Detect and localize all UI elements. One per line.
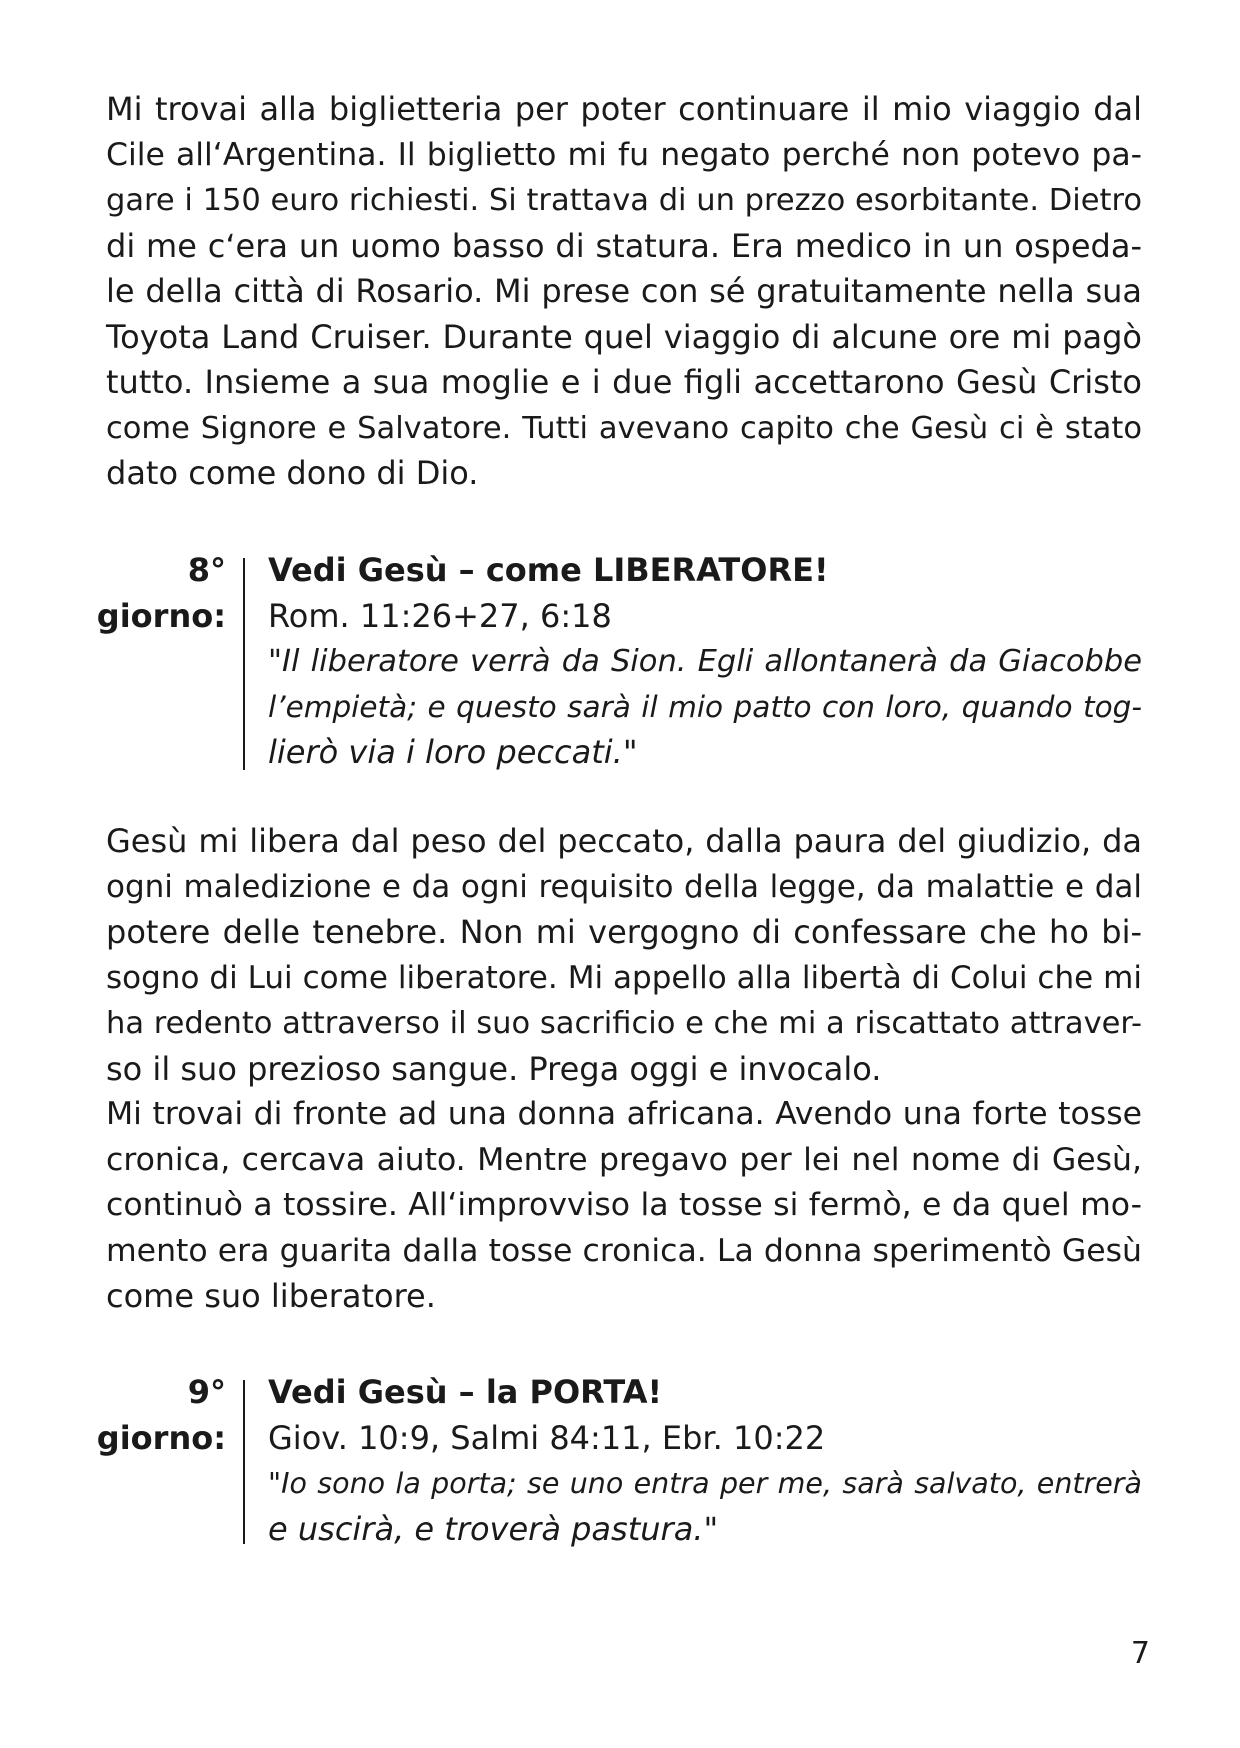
day-8-vertical-rule <box>243 558 245 770</box>
text-line: mento era guarita dalla tosse cronica. La donna sperimentò Gesù <box>106 1232 1142 1269</box>
text-line: Gesù mi libera dal peso del peccato, dalla paura del giudizio, da <box>106 822 1142 860</box>
day-9-giorno: giorno: <box>96 1418 226 1457</box>
day-8-giorno: giorno: <box>96 596 226 635</box>
text-line: potere delle tenebre. Non mi vergogno di confessare che ho bi- <box>106 913 1142 951</box>
day-9-quote-line: e uscirà, e troverà pastura." <box>268 1509 719 1548</box>
text-line: sogno di Lui come liberatore. Mi appello alla libertà di Colui che mi <box>106 959 1142 996</box>
text-line: Mi trovai alla biglietteria per poter continuare il mio viaggio dal <box>106 90 1142 128</box>
paragraph-liberator <box>106 819 1142 1092</box>
day-8-quote-line: "Il liberatore verrà da Sion. Egli allontanerà da Giacobbe <box>268 644 1142 679</box>
text-line: continuò a tossire. All‘improvviso la tosse si fermò, e da quel mo- <box>106 1187 1142 1223</box>
page-number: 7 <box>1130 1636 1150 1671</box>
day-8-body <box>268 548 1142 776</box>
paragraph-african-woman <box>106 1092 1142 1320</box>
text-line: ha redento attraverso il suo sacrificio e che mi a riscattato attraver- <box>106 1006 1142 1041</box>
text-line: le della città di Rosario. Mi prese con sé gratuitamente nella sua <box>106 272 1142 310</box>
paragraph-ticket-office <box>106 87 1142 497</box>
text-line: ogni maledizione e da ogni requisito della legge, da malattie e dal <box>106 868 1142 905</box>
text-line: come suo liberatore. <box>106 1277 436 1315</box>
day-8-number: 8° <box>187 551 226 589</box>
text-line: Toyota Land Cruiser. Durante quel viaggio di alcune ore mi pagò <box>106 317 1142 356</box>
day-8-quote-line: l’empietà; e questo sarà il mio patto con loro, quando tog- <box>268 689 1142 724</box>
text-line: so il suo prezioso sangue. Prega oggi e invocalo. <box>106 1049 882 1088</box>
text-line: come Signore e Salvatore. Tutti avevano capito che Gesù ci è stato <box>106 410 1142 446</box>
day-8-reference: Rom. 11:26+27, 6:18 <box>268 596 612 635</box>
day-9-reference: Giov. 10:9, Salmi 84:11, Ebr. 10:22 <box>268 1418 826 1457</box>
text-line: dato come dono di Dio. <box>106 454 479 492</box>
text-line: di me c‘era un uomo basso di statura. Era medico in un ospeda- <box>106 226 1142 265</box>
day-9-title: Vedi Gesù – la PORTA! <box>268 1373 663 1411</box>
text-line: Cile all‘Argentina. Il biglietto mi fu negato perché non potevo pa- <box>106 136 1142 173</box>
day-8-quote-line: lierò via i loro peccati." <box>268 733 638 771</box>
text-line: cronica, cercava aiuto. Mentre pregavo per lei nel nome di Gesù, <box>106 1141 1142 1178</box>
day-9-number: 9° <box>187 1373 226 1411</box>
day-9-quote-line: "Io sono la porta; se uno entra per me, sarà salvato, entrerà <box>268 1467 1142 1500</box>
day-9-label <box>80 1370 226 1461</box>
text-line: tutto. Insieme a sua moglie e i due figli accettarono Gesù Cristo <box>106 363 1142 401</box>
day-9-vertical-rule <box>243 1380 245 1544</box>
day-9-body <box>268 1370 1142 1552</box>
text-line: gare i 150 euro richiesti. Si trattava di un prezzo esorbitante. Dietro <box>106 183 1142 218</box>
day-8-label <box>80 548 226 639</box>
day-8-title: Vedi Gesù – come LIBERATORE! <box>268 551 829 589</box>
text-line: Mi trovai di fronte ad una donna africana. Avendo una forte tosse <box>106 1096 1142 1132</box>
